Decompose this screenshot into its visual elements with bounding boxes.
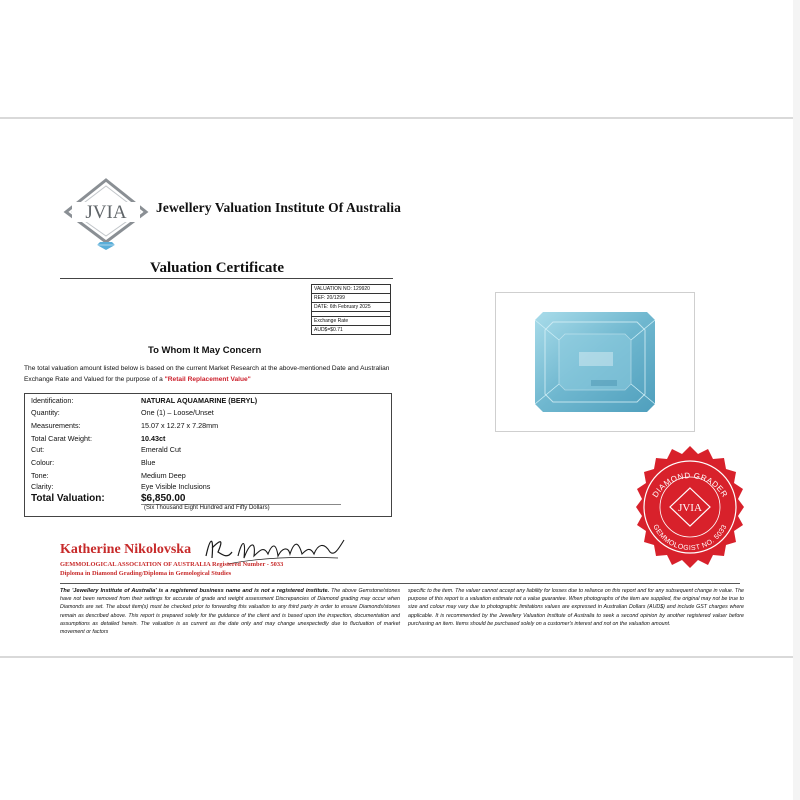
seal-bottom-text: GEMMOLOGIST NO. 5033 [651, 523, 729, 553]
diamond-icon [97, 242, 115, 250]
total-valuation-words: (Six Thousand Eight Hundred and Fifty Dollars) [144, 505, 270, 511]
valuation-date: DATE: 6th February 2025 [312, 303, 390, 312]
page-edge-top [0, 117, 800, 119]
gem-photo [535, 312, 655, 412]
detail-label: Quantity: [31, 408, 60, 417]
detail-value: NATURAL AQUAMARINE (BERYL) [141, 396, 258, 405]
disclaimer-left-text: The above Gemstone/stones have not been removed from their settings for accurate of grade and weight assessment Discrepancies of Diamond grading may occur when Diamonds are set. The about item(s) must be checked prior to forwarding this valuation to any third party in order to ensure Diamonds/stones remain as described above. This report is prepared solely for the guidance of the client and is based upon the inspection, documentation and assumptions as detailed herein. The valuation is as current as the date only and may change unexpectedly due to fluctuation of market movement or factors [60, 588, 400, 636]
salutation: To Whom It May Concern [148, 345, 262, 356]
reference-box [311, 284, 391, 335]
total-valuation-amount: $6,850.00 [141, 493, 186, 504]
exchange-rate-label: Exchange Rate [312, 317, 390, 326]
institute-name: Jewellery Valuation Institute Of Australia [156, 200, 401, 215]
title-divider [60, 278, 393, 279]
certificate-title: Valuation Certificate [150, 260, 285, 276]
detail-value: Eye Visible Inclusions [141, 482, 211, 491]
total-valuation-label: Total Valuation: [31, 493, 105, 504]
detail-label: Total Carat Weight: [31, 434, 92, 443]
intro-text: The total valuation amount listed below is based on the current Market Research at the above-mentioned Date and Australian Exchange Rate and Valued for the purpose of a [24, 365, 390, 383]
details-table [24, 393, 392, 517]
signatory-name: Katherine Nikolovska [60, 542, 192, 557]
exchange-rate-value: AUD$=$0.71 [314, 327, 343, 333]
detail-label: Tone: [31, 471, 49, 480]
valuation-number: VALUATION NO: 129920 [312, 285, 390, 294]
jvia-logo [62, 178, 150, 250]
detail-value: Emerald Cut [141, 445, 181, 454]
gemmologist-seal [620, 444, 760, 570]
detail-label: Identification: [31, 396, 74, 405]
detail-label: Cut: [31, 445, 45, 454]
detail-label: Clarity: [31, 482, 54, 491]
page-edge-bottom [0, 656, 800, 658]
logo-text: JVIA [85, 202, 127, 223]
disclaimer-lead: The 'Jewellery Institute of Australia' is a registered business name and is not a registered institute. [60, 588, 330, 594]
detail-value: Medium Deep [141, 471, 186, 480]
seal-center-text: JVIA [678, 502, 702, 514]
detail-value: Blue [141, 458, 156, 467]
disclaimer-right: specific to the item. The valuer cannot accept any liability for losses due to reliance on this report and for any subsequent change in value. The purpose of this report is a valuation estimate not a value guarantee. When photographs of the item are supplied, the original may not be true to size and colour may vary due to photographic limitations values are expressed in Australian Dollars (AUD$) and include GST charges where applicable. It is recommended by the Jewellery Valuation Institute of Australia to seek a second opinion by another registered valuer before purchasing an item. Items should be purchased solely on a customer's interest and not on the valuation amount. [408, 588, 744, 627]
detail-label: Measurements: [31, 421, 81, 430]
detail-value: One (1) – Loose/Unset [141, 408, 214, 417]
seal-top-text: DIAMOND GRADER [650, 471, 730, 500]
intro-highlight: "Retail Replacement Value" [164, 375, 251, 383]
disclaimer-divider [60, 583, 740, 584]
detail-value: 15.07 x 12.27 x 7.28mm [141, 421, 219, 430]
detail-value: 10.43ct [141, 434, 166, 443]
detail-label: Colour: [31, 458, 55, 467]
signatory-registration: GEMMOLOGICAL ASSOCIATION OF AUSTRALIA Registered Number - 5033 [60, 561, 284, 568]
signatory-diplomas: Diploma in Diamond Grading/Diploma in Gemological Studies [60, 570, 232, 577]
intro-paragraph [24, 364, 392, 385]
reference-number: REF: 20/1299 [312, 294, 390, 303]
disclaimer-left [60, 587, 400, 636]
page-edge-right [793, 0, 800, 800]
